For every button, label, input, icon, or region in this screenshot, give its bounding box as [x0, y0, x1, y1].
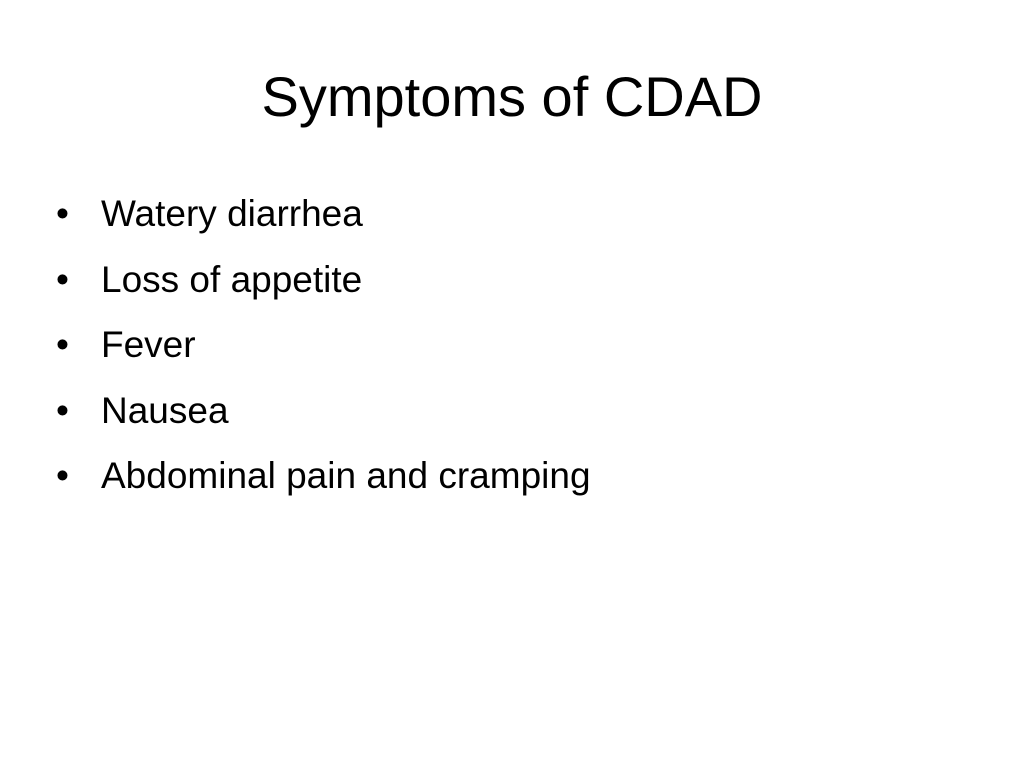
- bullet-list: [56, 188, 976, 516]
- bullet-text: Watery diarrhea: [101, 193, 363, 234]
- bullet-item: [56, 254, 976, 320]
- bullet-marker: •: [56, 389, 69, 431]
- bullet-marker: •: [56, 258, 69, 300]
- bullet-marker: •: [56, 193, 69, 234]
- bullet-item: [56, 385, 976, 451]
- bullet-item: [56, 450, 976, 516]
- bullet-text: Fever: [101, 324, 196, 365]
- bullet-text: Loss of appetite: [101, 258, 363, 300]
- bullet-item: [56, 188, 976, 254]
- bullet-text: Abdominal pain and cramping: [101, 455, 591, 496]
- slide-title: Symptoms of CDAD: [261, 65, 763, 128]
- bullet-text: Nausea: [101, 389, 229, 431]
- bullet-marker: •: [56, 324, 69, 365]
- bullet-item: [56, 319, 976, 385]
- bullet-marker: •: [56, 455, 69, 496]
